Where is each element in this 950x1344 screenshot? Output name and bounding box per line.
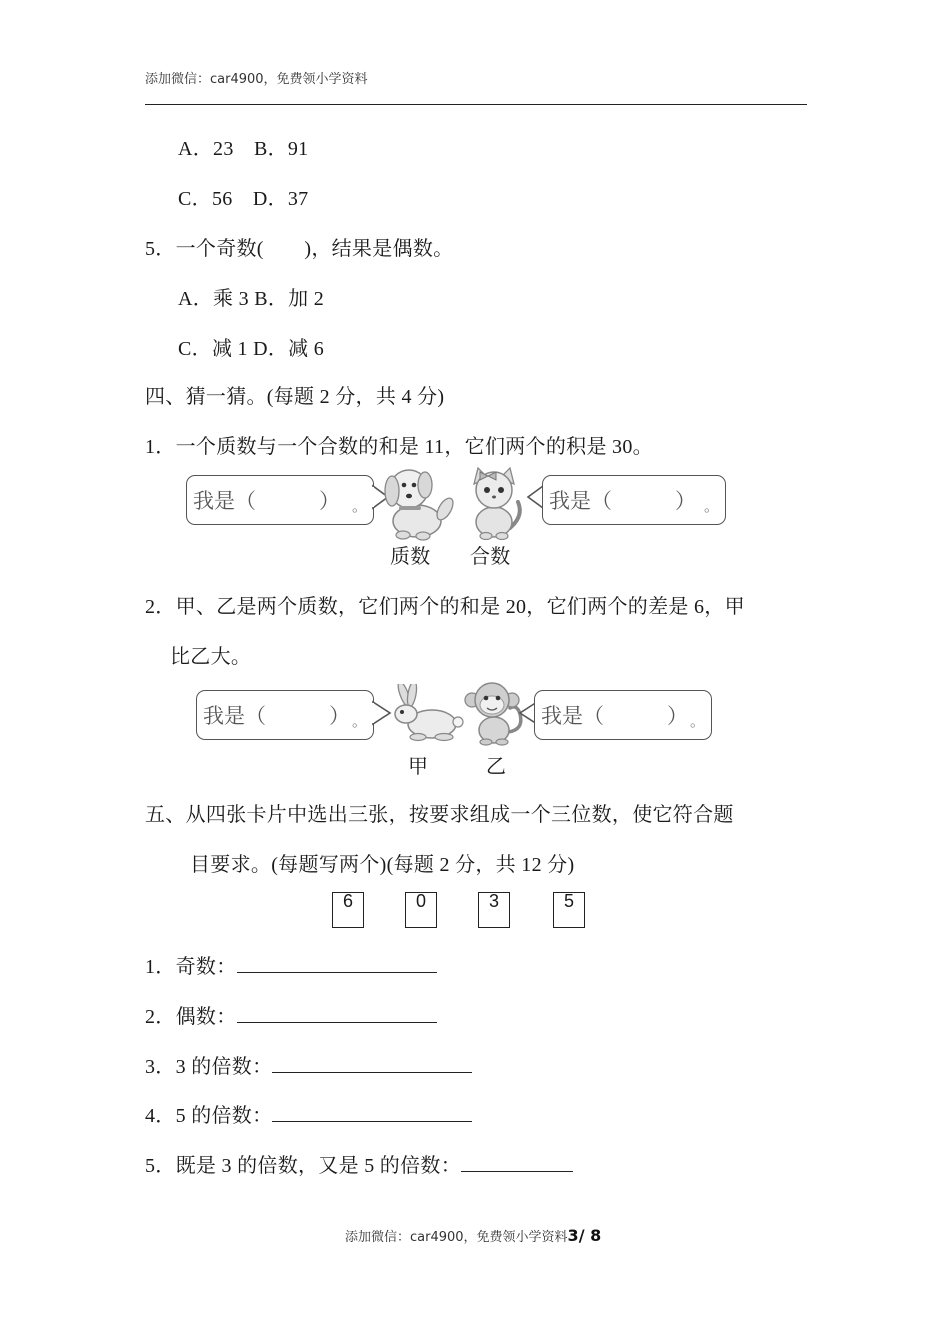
answer-blank[interactable] bbox=[272, 1101, 472, 1122]
cat-icon bbox=[462, 466, 526, 540]
footer-text: 添加微信：car4900，免费领小学资料 bbox=[345, 1230, 568, 1245]
page-header: 添加微信：car4900，免费领小学资料 bbox=[145, 72, 368, 87]
section4-q1-stem: 1．一个质数与一个合数的和是 11，它们两个的积是 30。 bbox=[145, 436, 653, 458]
speech-bubble-left-2 bbox=[196, 690, 374, 740]
answer-item-odd bbox=[145, 952, 437, 980]
answer-blank[interactable] bbox=[237, 952, 437, 973]
answer-blank[interactable] bbox=[237, 1002, 437, 1023]
answer-label: 2．偶数： bbox=[145, 1006, 237, 1028]
answer-item-multiple-of-3-and-5 bbox=[145, 1151, 573, 1179]
answer-label: 3．3 的倍数： bbox=[145, 1056, 273, 1078]
bubble-dot: 。 bbox=[351, 712, 367, 730]
section4-title: 四、猜一猜。(每题 2 分，共 4 分) bbox=[145, 386, 445, 408]
speech-bubble-right-2 bbox=[534, 690, 712, 740]
page-footer: 添加微信：car4900，免费领小学资料3/ 8 bbox=[345, 1226, 602, 1245]
digit-card: 5 bbox=[553, 892, 585, 928]
digit-card: 3 bbox=[478, 892, 510, 928]
label-composite: 合数 bbox=[470, 546, 511, 568]
q5-options-line2: C．减 1 D．减 6 bbox=[178, 338, 325, 360]
speech-bubble-right bbox=[542, 475, 726, 525]
q5-stem: 5．一个奇数( )，结果是偶数。 bbox=[145, 238, 454, 260]
answer-item-multiple-of-3 bbox=[145, 1052, 472, 1080]
bubble-text: 我是（ ） bbox=[549, 489, 696, 513]
answer-item-even bbox=[145, 1002, 437, 1030]
digit-card: 6 bbox=[332, 892, 364, 928]
monkey-icon bbox=[462, 680, 526, 746]
page-number: 3 bbox=[567, 1226, 579, 1245]
answer-label: 1．奇数： bbox=[145, 956, 237, 978]
label-jia: 甲 bbox=[408, 756, 429, 778]
bubble-text: 我是（ ） bbox=[541, 704, 688, 728]
q4-options-line1: A．23 B．91 bbox=[178, 138, 309, 160]
rabbit-icon bbox=[388, 684, 464, 744]
answer-label: 5．既是 3 的倍数，又是 5 的倍数： bbox=[145, 1155, 461, 1177]
section4-q2-stem-line1: 2．甲、乙是两个质数，它们两个的和是 20，它们两个的差是 6，甲 bbox=[145, 596, 745, 618]
bubble-dot: 。 bbox=[689, 712, 705, 730]
dog-icon bbox=[383, 463, 455, 541]
section5-title-line2: 目要求。(每题写两个)(每题 2 分，共 12 分) bbox=[190, 854, 575, 876]
q5-options-line1: A．乘 3 B．加 2 bbox=[178, 288, 325, 310]
label-prime: 质数 bbox=[390, 546, 431, 568]
section5-title-line1: 五、从四张卡片中选出三张，按要求组成一个三位数，使它符合题 bbox=[145, 804, 734, 826]
section4-q2-stem-line2: 比乙大。 bbox=[170, 646, 252, 668]
bubble-text: 我是（ ） bbox=[193, 489, 340, 513]
header-divider bbox=[145, 104, 807, 105]
page-total: 8 bbox=[590, 1226, 602, 1245]
bubble-dot: 。 bbox=[351, 497, 367, 515]
answer-label: 4．5 的倍数： bbox=[145, 1105, 273, 1127]
answer-item-multiple-of-5 bbox=[145, 1101, 472, 1129]
answer-blank[interactable] bbox=[461, 1151, 573, 1172]
digit-card: 0 bbox=[405, 892, 437, 928]
q4-options-line2: C．56 D．37 bbox=[178, 188, 309, 210]
bubble-text: 我是（ ） bbox=[203, 704, 350, 728]
speech-bubble-left bbox=[186, 475, 374, 525]
label-yi: 乙 bbox=[486, 756, 507, 778]
answer-blank[interactable] bbox=[272, 1052, 472, 1073]
bubble-dot: 。 bbox=[703, 497, 719, 515]
